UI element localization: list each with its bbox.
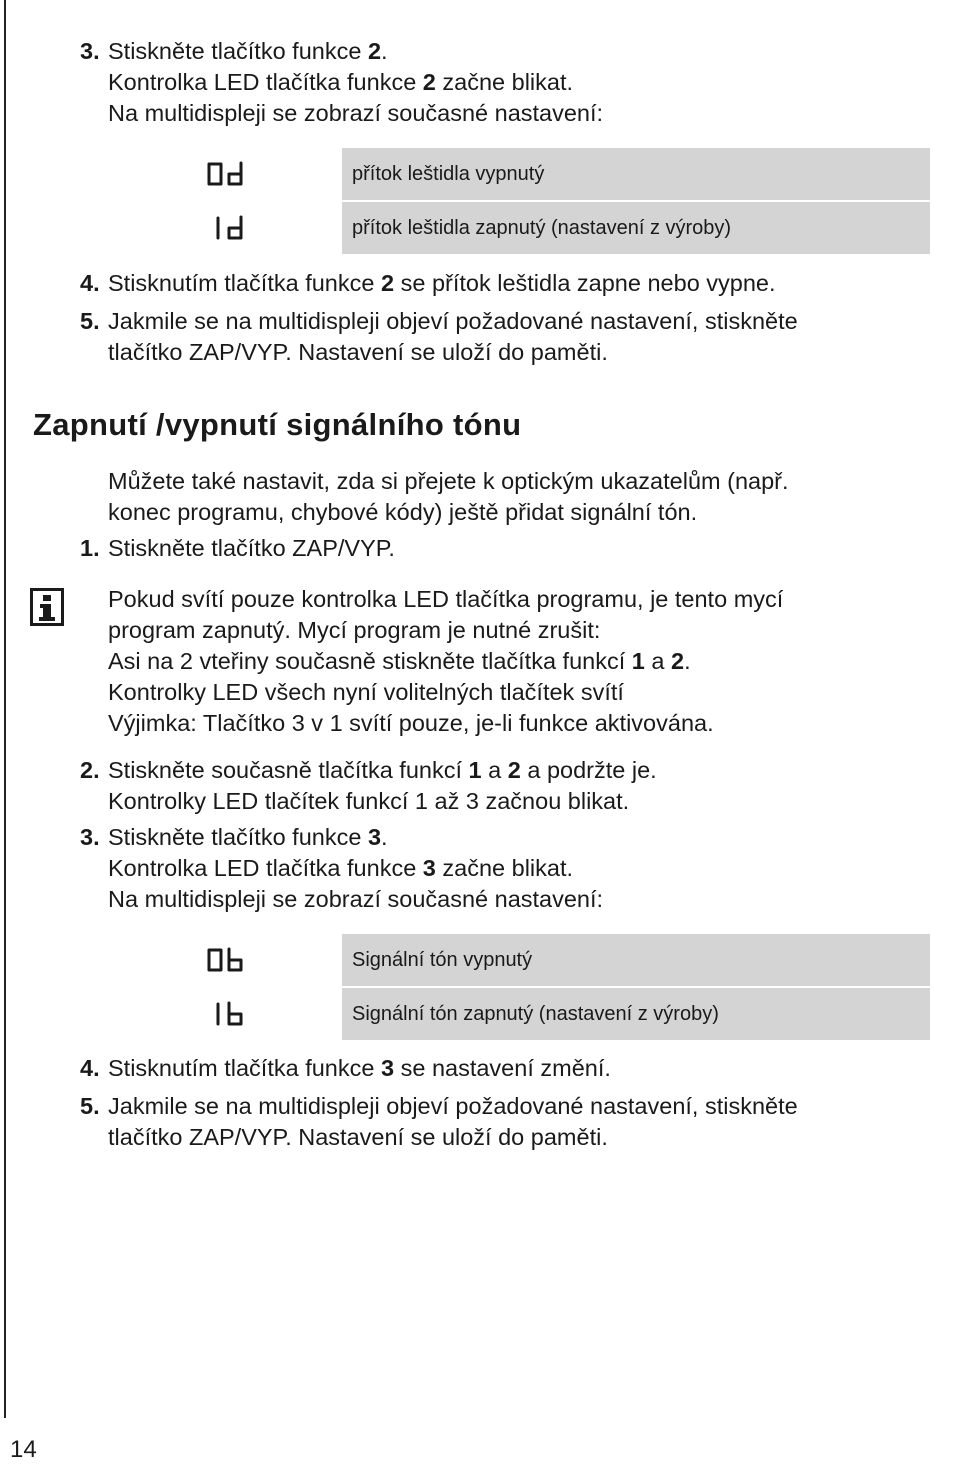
step-number: 4. xyxy=(80,270,100,296)
info-text: program zapnutý. Mycí program je nutné zrušit: xyxy=(108,617,601,643)
table-desc: Signální tón vypnutý xyxy=(342,934,930,986)
table-desc: přítok leštidla vypnutý xyxy=(342,148,930,200)
table-desc: Signální tón zapnutý (nastavení z výroby) xyxy=(342,988,930,1040)
step-text: Kontrolka LED tlačítka funkce 3 začne blikat. xyxy=(108,855,574,881)
margin-rule xyxy=(4,0,6,1418)
step-text: Stisknutím tlačítka funkce 2 se přítok leštidla zapne nebo vypne. xyxy=(108,270,776,296)
info-text: Asi na 2 vteřiny současně stiskněte tlačítka funkcí 1 a 2. xyxy=(108,648,691,674)
step-text: Stiskněte tlačítko funkce 2. xyxy=(108,38,388,64)
table-row xyxy=(108,148,930,200)
display-code xyxy=(108,202,338,254)
step-number: 1. xyxy=(80,535,100,561)
step-text: tlačítko ZAP/VYP. Nastavení se uloží do paměti. xyxy=(108,339,608,365)
step-number: 3. xyxy=(80,824,100,850)
step-text: Jakmile se na multidispleji objeví požadované nastavení, stiskněte xyxy=(108,1093,798,1119)
segment-display-icon xyxy=(206,947,246,973)
intro-text: Můžete také nastavit, zda si přejete k optickým ukazatelům (např. xyxy=(108,468,789,494)
step-number: 5. xyxy=(80,1093,100,1119)
step-text: tlačítko ZAP/VYP. Nastavení se uloží do paměti. xyxy=(108,1124,608,1150)
settings-table xyxy=(108,148,930,256)
display-code xyxy=(108,988,338,1040)
step-text: Jakmile se na multidispleji objeví požadované nastavení, stiskněte xyxy=(108,308,798,334)
step-text: Stiskněte současně tlačítka funkcí 1 a 2 a podržte je. xyxy=(108,757,657,783)
display-code xyxy=(108,148,338,200)
settings-table xyxy=(108,934,930,1042)
step-text: Kontrolka LED tlačítka funkce 2 začne blikat. xyxy=(108,69,574,95)
step-number: 4. xyxy=(80,1055,100,1081)
step-text: Stiskněte tlačítko funkce 3. xyxy=(108,824,388,850)
step-text: Stisknutím tlačítka funkce 3 se nastavení změní. xyxy=(108,1055,611,1081)
step-text: Na multidispleji se zobrazí současné nastavení: xyxy=(108,100,604,126)
display-code xyxy=(108,934,338,986)
step-number: 3. xyxy=(80,38,100,64)
step-number: 2. xyxy=(80,757,100,783)
info-text: Výjimka: Tlačítko 3 v 1 svítí pouze, je-li funkce aktivována. xyxy=(108,710,714,736)
info-icon xyxy=(30,588,64,626)
info-text: Pokud svítí pouze kontrolka LED tlačítka programu, je tento mycí xyxy=(108,586,784,612)
segment-display-icon xyxy=(206,1001,246,1027)
table-row xyxy=(108,934,930,986)
section-heading: Zapnutí /vypnutí signálního tónu xyxy=(33,407,522,442)
step-text: Kontrolky LED tlačítek funkcí 1 až 3 začnou blikat. xyxy=(108,788,630,814)
page-number: 14 xyxy=(10,1436,37,1463)
step-number: 5. xyxy=(80,308,100,334)
intro-text: konec programu, chybové kódy) ještě přidat signální tón. xyxy=(108,499,698,525)
info-text: Kontrolky LED všech nyní volitelných tlačítek svítí xyxy=(108,679,624,705)
step-text: Na multidispleji se zobrazí současné nastavení: xyxy=(108,886,604,912)
segment-display-icon xyxy=(206,161,246,187)
step-text: Stiskněte tlačítko ZAP/VYP. xyxy=(108,535,395,561)
table-row xyxy=(108,202,930,254)
table-desc: přítok leštidla zapnutý (nastavení z výroby) xyxy=(342,202,930,254)
table-row xyxy=(108,988,930,1040)
segment-display-icon xyxy=(206,215,246,241)
